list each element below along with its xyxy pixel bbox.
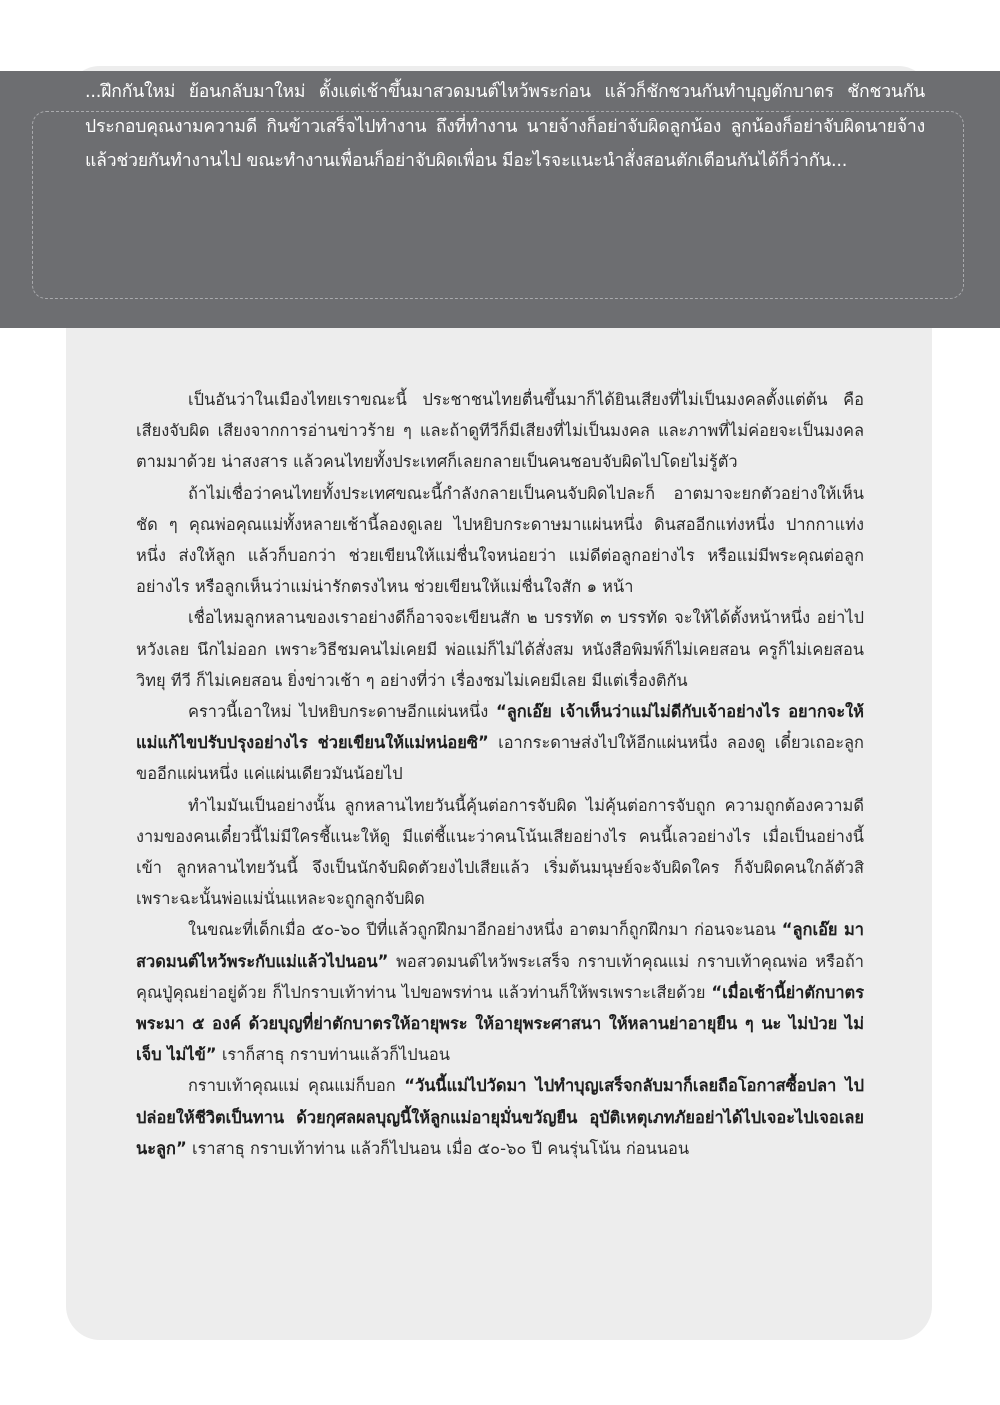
paragraph-6 — [136, 914, 864, 1070]
paragraph-6-text-c: เราก็สาธุ กราบท่านแล้วก็ไปนอน — [221, 1045, 450, 1065]
paragraph-5: ทำไมมันเป็นอย่างนั้น ลูกหลานไทยวันนี้คุ้นต่อการจับผิด ไม่คุ้นต่อการจับถูก ความถูกต้องความดีงามของคนเดี๋ยวนี้ไม่มีใครชี้แนะให้ดู มีแต่ชี้แนะว่าคนโน้นเสียอย่างไร คนนี้เลวอย่างไร เมื่อเป็นอย่างนี้เข้า ลูกหลานไทยวันนี้ จึงเป็นนักจับผิดตัวยงไปเสียแล้ว เริ่มต้นมนุษย์จะจับผิดใคร ก็จับผิดคนใกล้ตัวสิ เพราะฉะนั้นพ่อแม่นั่นแหละจะถูกลูกจับผิด — [136, 795, 864, 909]
paragraph-3: เชื่อไหมลูกหลานของเราอย่างดีก็อาจจะเขียนสัก ๒ บรรทัด ๓ บรรทัด จะให้ได้ตั้งหน้าหนึ่ง อย่าไปหวังเลย นึกไม่ออก เพราะวิธีชมคนไม่เคยมี พ่อแม่ก็ไม่ได้สั่งสม หนังสือพิมพ์ก็ไม่เคยสอน ครูก็ไม่เคยสอน วิทยุ ทีวี ก็ไม่เคยสอน ยิ่งข่าวเช้า ๆ อย่างที่ว่า เรื่องชมไม่เคยมีเลย มีแต่เรื่องติกัน — [136, 608, 864, 690]
paragraph-7-text-b: เราสาธุ กราบเท้าท่าน แล้วก็ไปนอน เมื่อ ๕๐-๖๐ ปี คนรุ่นโน้น ก่อนนอน — [191, 1138, 690, 1158]
paragraph-2: ถ้าไม่เชื่อว่าคนไทยทั้งประเทศขณะนี้กำลังกลายเป็นคนจับผิดไปละก็ อาตมาจะยกตัวอย่างให้เห็นชัด ๆ คุณพ่อคุณแม่ทั้งหลายเช้านี้ลองดูเลย ไปหยิบกระดาษมาแผ่นหนึ่ง ดินสออีกแท่งหนึ่ง ปากกาแท่งหนึ่ง ส่งให้ลูก แล้วก็บอกว่า ช่วยเขียนให้แม่ชื่นใจหน่อยว่า แม่ดีต่อลูกอย่างไร หรือแม่มีพระคุณต่อลูกอย่างไร หรือลูกเห็นว่าแม่น่ารักตรงไหน ช่วยเขียนให้แม่ชื่นใจสัก ๑ หน้า — [136, 483, 864, 597]
paragraph-4-text-b: เอากระดาษส่งไปให้อีกแผ่นหนึ่ง ลองดู เดี๋ยวเถอะลูกขออีกแผ่นหนึ่ง แค่แผ่นเดียวมันน้อยไป — [136, 733, 864, 784]
paragraph-4 — [136, 696, 864, 790]
paragraph-7-quote: “วันนี้แม่ไปวัดมา ไปทำบุญเสร็จกลับมาก็เลยถือโอกาสซื้อปลา ไปปล่อยให้ชีวิตเป็นทาน ด้วยกุศลผลบุญนี้ให้ลูกแม่อายุมั่นขวัญยืน อุบัติเหตุเภทภัยอย่าได้ไปเจอะไปเจอเลยนะลูก” — [136, 1076, 864, 1158]
paragraph-1: เป็นอันว่าในเมืองไทยเราขณะนี้ ประชาชนไทยตื่นขึ้นมาก็ได้ยินเสียงที่ไม่เป็นมงคลตั้งแต่ต้น คือ เสียงจับผิด เสียงจากการอ่านข่าวร้าย ๆ และถ้าดูทีวีก็มีเสียงที่ไม่เป็นมงคล และภาพที่ไม่ค่อยจะเป็นมงคลตามมาด้วย น่าสงสาร แล้วคนไทยทั้งประเทศก็เลยกลายเป็นคนชอบจับผิดไปโดยไม่รู้ตัว — [136, 390, 864, 472]
paragraph-4-text-a: คราวนี้เอาใหม่ ไปหยิบกระดาษอีกแผ่นหนึ่ง — [188, 702, 489, 722]
paragraph-6-text-b: พอสวดมนต์ไหว้พระเสร็จ กราบเท้าคุณแม่ กราบเท้าคุณพ่อ หรือถ้าคุณปู่คุณย่าอยู่ด้วย ก็ไปกราบเท้าท่าน ไปขอพรท่าน แล้วท่านก็ให้พรเพราะเสียด้วย — [136, 951, 864, 1002]
paragraph-6-quote-1: “ลูกเอ๊ย มาสวดมนต์ไหว้พระกับแม่แล้วไปนอน” — [136, 920, 864, 971]
paragraph-4-quote: “ลูกเอ๊ย เจ้าเห็นว่าแม่ไม่ดีกับเจ้าอย่างไร อยากจะให้แม่แก้ไขปรับปรุงอย่างไร ช่วยเขียนให้แม่หน่อยซิ” — [136, 702, 864, 753]
quote-text: ...ฝึกกันใหม่ ย้อนกลับมาใหม่ ตั้งแต่เช้าขึ้นมาสวดมนต์ไหว้พระก่อน แล้วก็ชักชวนกันทำบุญตักบาตร ชักชวนกันประกอบคุณงามความดี กินข้าวเสร็จไปทำงาน ถึงที่ทำงาน นายจ้างก็อย่าจับผิดลูกน้อง ลูกน้องก็อย่าจับผิดนายจ้าง แล้วช่วยกันทำงานไป ขณะทำงานเพื่อนก็อย่าจับผิดเพื่อน มีอะไรจะแนะนำสั่งสอนตักเตือนกันได้ก็ว่ากัน... — [85, 82, 925, 171]
paragraph-6-text-a: ในขณะที่เด็กเมื่อ ๕๐-๖๐ ปีที่แล้วถูกฝึกมาอีกอย่างหนึ่ง อาตมาก็ถูกฝึกมา ก่อนจะนอน — [188, 920, 776, 940]
paragraph-6-quote-2: “เมื่อเช้านี้ย่าตักบาตรพระมา ๕ องค์ ด้วยบุญที่ย่าตักบาตรให้อายุพระ ให้อายุพระศาสนา ให้หลานย่าอายุยืน ๆ นะ ไม่ป่วย ไม่เจ็บ ไม่ไข้” — [136, 982, 864, 1065]
paragraph-7 — [136, 1070, 864, 1164]
paragraph-7-text-a: กราบเท้าคุณแม่ คุณแม่ก็บอก — [188, 1076, 396, 1096]
article-body — [136, 384, 864, 1164]
